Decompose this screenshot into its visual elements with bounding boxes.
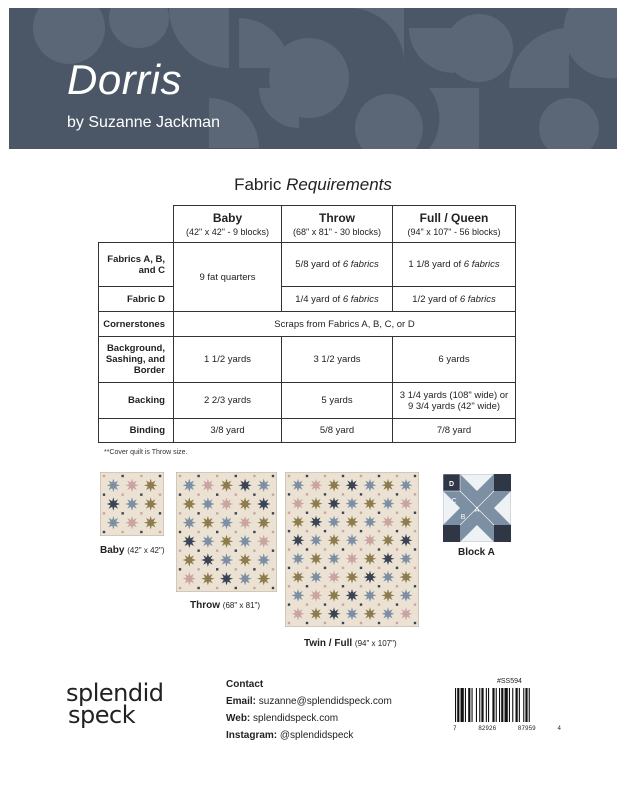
row-label: Backing	[99, 383, 174, 419]
block-letter-c: C	[451, 498, 457, 505]
block-letter-a: A	[474, 507, 480, 514]
row-label: Binding	[99, 419, 174, 443]
fabric-requirements-table	[98, 205, 516, 443]
table-cell: 3 1/4 yards (108" wide) or 9 3/4 yards (42" wide)	[393, 383, 516, 419]
table-cell: 5/8 yard of 6 fabrics	[282, 243, 393, 287]
header-banner	[9, 8, 617, 149]
upc-barcode	[453, 688, 561, 724]
table-cell: Scraps from Fabrics A, B, C, or D	[174, 312, 516, 337]
twin-full-quilt-label: Twin / Full (94" x 107")	[304, 638, 397, 649]
table-row	[99, 312, 516, 337]
table-cell: 3 1/2 yards	[282, 337, 393, 383]
table-cell: 6 yards	[393, 337, 516, 383]
column-header-full-queen: Full / Queen (94" x 107" - 56 blocks)	[393, 206, 516, 243]
table-row	[99, 419, 516, 443]
row-label: Fabric D	[99, 287, 174, 312]
table-cell: 7/8 yard	[393, 419, 516, 443]
barcode-digits: 7 82926 87959 4	[453, 725, 561, 732]
table-cell: 1 1/8 yard of 6 fabrics	[393, 243, 516, 287]
table-corner	[99, 206, 174, 243]
table-row	[99, 383, 516, 419]
block-letter-d: D	[448, 481, 455, 488]
contact-block	[226, 676, 392, 744]
block-a-label: Block A	[458, 547, 495, 558]
row-label: Fabrics A, B, and C	[99, 243, 174, 287]
pattern-byline: by Suzanne Jackman	[67, 114, 220, 131]
table-cell: 2 2/3 yards	[174, 383, 282, 419]
contact-instagram[interactable]: Instagram: @splendidspeck	[226, 730, 354, 741]
row-label: Background, Sashing, and Border	[99, 337, 174, 383]
table-row	[99, 337, 516, 383]
contact-email[interactable]: Email: suzanne@splendidspeck.com	[226, 696, 392, 707]
block-letter-b: B	[460, 514, 466, 521]
table-cell: 9 fat quarters	[174, 243, 282, 312]
table-row	[99, 243, 516, 287]
contact-heading: Contact	[226, 679, 264, 690]
requirements-heading: Fabric Requirements	[234, 175, 392, 194]
table-cell: 3/8 yard	[174, 419, 282, 443]
cover-quilt-note: **Cover quilt is Throw size.	[104, 449, 188, 456]
baby-quilt-label: Baby (42" x 42")	[100, 545, 165, 556]
splendid-speck-logo: splendid speck	[66, 679, 164, 729]
baby-quilt-image	[100, 472, 164, 536]
table-cell: 1 1/2 yards	[174, 337, 282, 383]
column-header-throw: Throw (68" x 81" - 30 blocks)	[282, 206, 393, 243]
table-cell: 1/2 yard of 6 fabrics	[393, 287, 516, 312]
throw-quilt-label: Throw (68" x 81")	[190, 600, 261, 611]
table-cell: 1/4 yard of 6 fabrics	[282, 287, 393, 312]
table-row	[99, 287, 516, 312]
contact-web[interactable]: Web: splendidspeck.com	[226, 713, 339, 724]
table-cell: 5 yards	[282, 383, 393, 419]
throw-quilt-image	[176, 472, 277, 592]
twin-full-quilt-image	[285, 472, 419, 627]
block-a-diagram	[443, 474, 511, 542]
column-header-baby: Baby (42" x 42" - 9 blocks)	[174, 206, 282, 243]
pattern-title: Dorris	[67, 56, 182, 103]
table-cell: 5/8 yard	[282, 419, 393, 443]
sku-number: #SS594	[497, 678, 522, 685]
row-label: Cornerstones	[99, 312, 174, 337]
